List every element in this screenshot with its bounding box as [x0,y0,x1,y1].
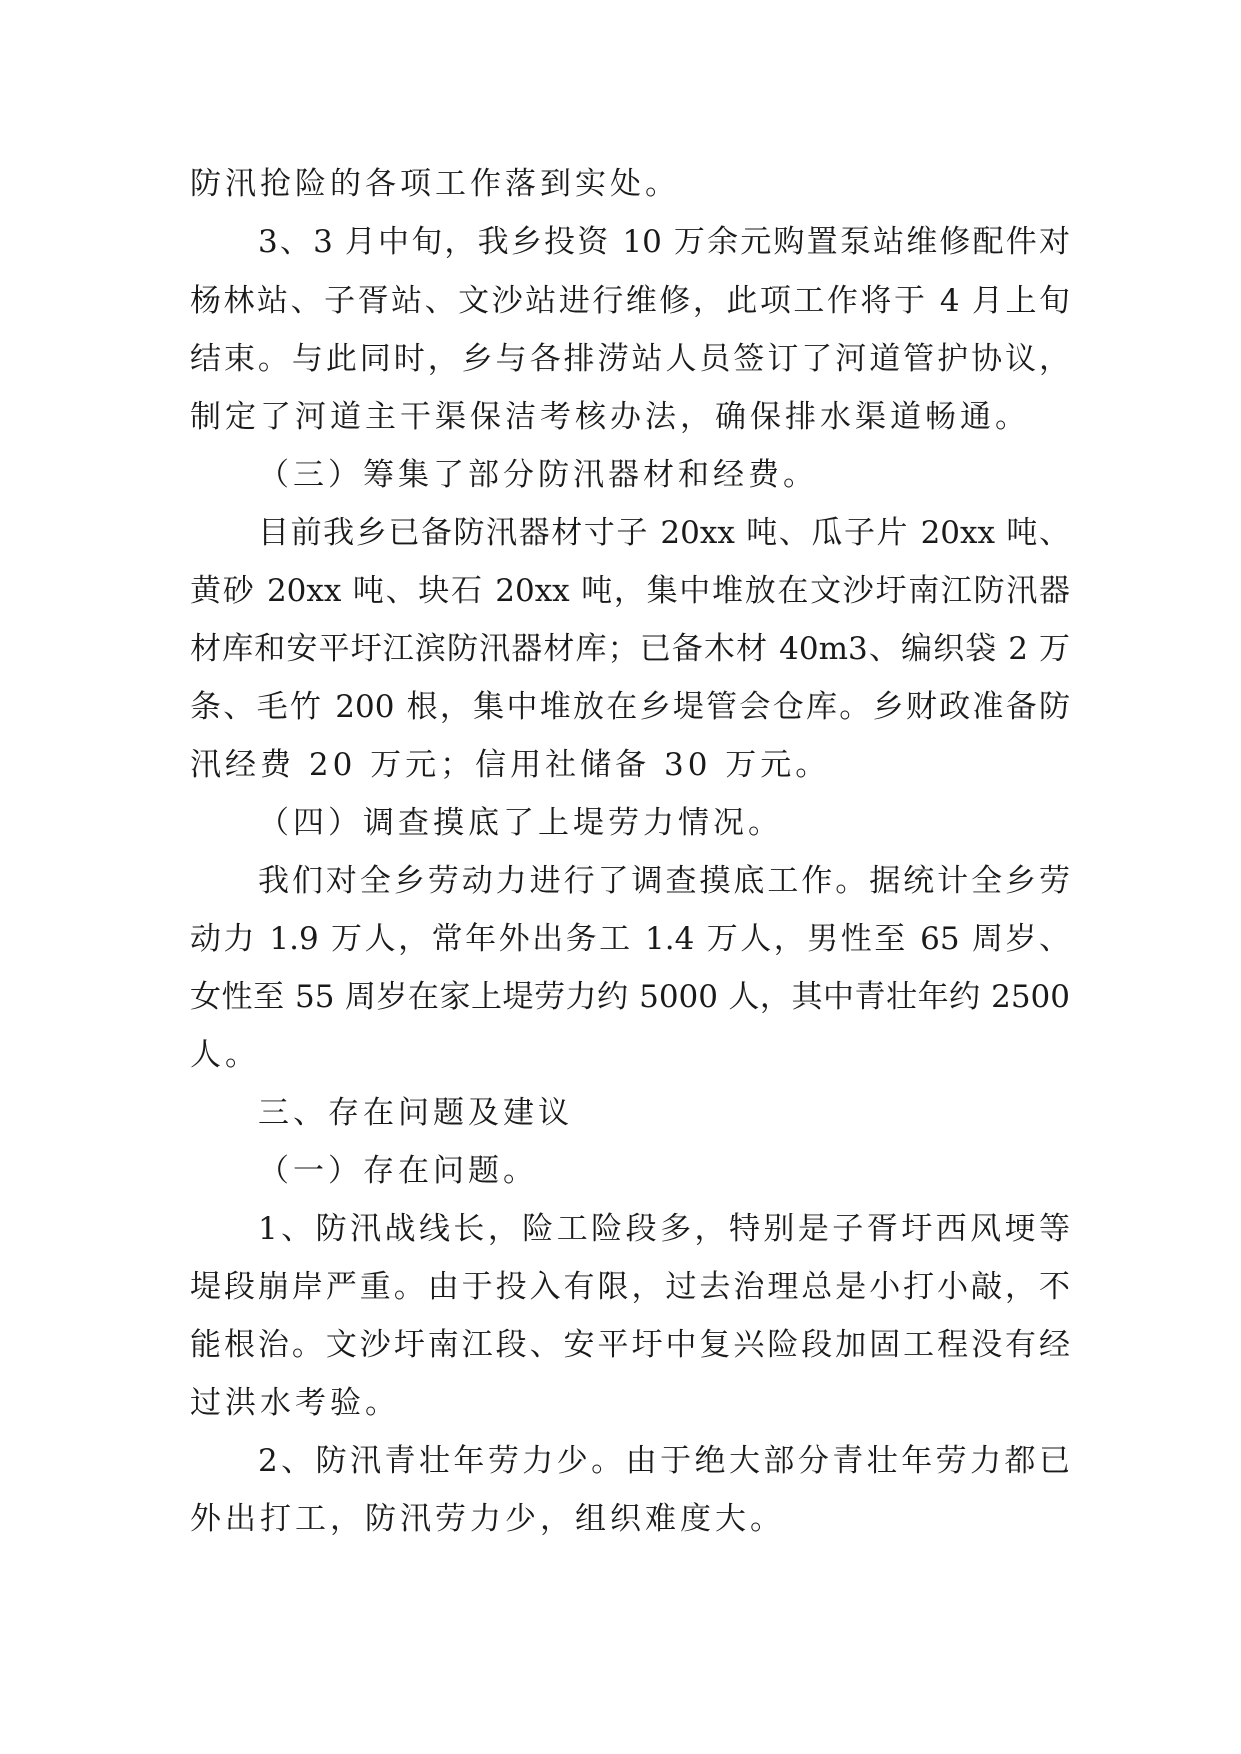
text-line: 杨林站、子胥站、文沙站进行维修，此项工作将于 4 月上旬 [190,283,1070,319]
text-line: 目前我乡已备防汛器材寸子 20xx 吨、瓜子片 20xx 吨、 [258,515,1070,551]
section-heading: （一）存在问题。 [258,1153,538,1189]
text-line: 条、毛竹 200 根，集中堆放在乡堤管会仓库。乡财政准备防 [190,689,1070,725]
text-line: 外出打工，防汛劳力少，组织难度大。 [190,1501,785,1537]
text-line: 汛经费 20 万元；信用社储备 30 万元。 [190,747,831,783]
section-heading: 三、存在问题及建议 [258,1095,573,1131]
text-line: 过洪水考验。 [190,1385,400,1421]
text-line: 防汛抢险的各项工作落到实处。 [190,166,680,202]
text-line: 黄砂 20xx 吨、块石 20xx 吨，集中堆放在文沙圩南江防汛器 [190,573,1070,609]
section-heading: （四）调查摸底了上堤劳力情况。 [258,805,783,841]
text-line: 堤段崩岸严重。由于投入有限，过去治理总是小打小敲，不 [190,1269,1070,1305]
text-line: 材库和安平圩江滨防汛器材库；已备木材 40m3、编织袋 2 万 [190,631,1070,667]
text-line: 动力 1.9 万人，常年外出务工 1.4 万人，男性至 65 周岁、 [190,921,1070,957]
text-line: 结束。与此同时，乡与各排涝站人员签订了河道管护协议， [190,341,1070,377]
text-line: 人。 [190,1037,260,1073]
text-line: 1、防汛战线长，险工险段多，特别是子胥圩西风埂等 [258,1211,1070,1247]
text-line: 3、3 月中旬，我乡投资 10 万余元购置泵站维修配件对 [258,224,1070,260]
text-line: 制定了河道主干渠保洁考核办法，确保排水渠道畅通。 [190,399,1030,435]
text-line: 女性至 55 周岁在家上堤劳力约 5000 人，其中青壮年约 2500 [190,979,1070,1015]
text-line: 2、防汛青壮年劳力少。由于绝大部分青壮年劳力都已 [258,1443,1070,1479]
text-line: 能根治。文沙圩南江段、安平圩中复兴险段加固工程没有经 [190,1327,1070,1363]
text-line: 我们对全乡劳动力进行了调查摸底工作。据统计全乡劳 [258,863,1070,899]
section-heading: （三）筹集了部分防汛器材和经费。 [258,457,818,493]
